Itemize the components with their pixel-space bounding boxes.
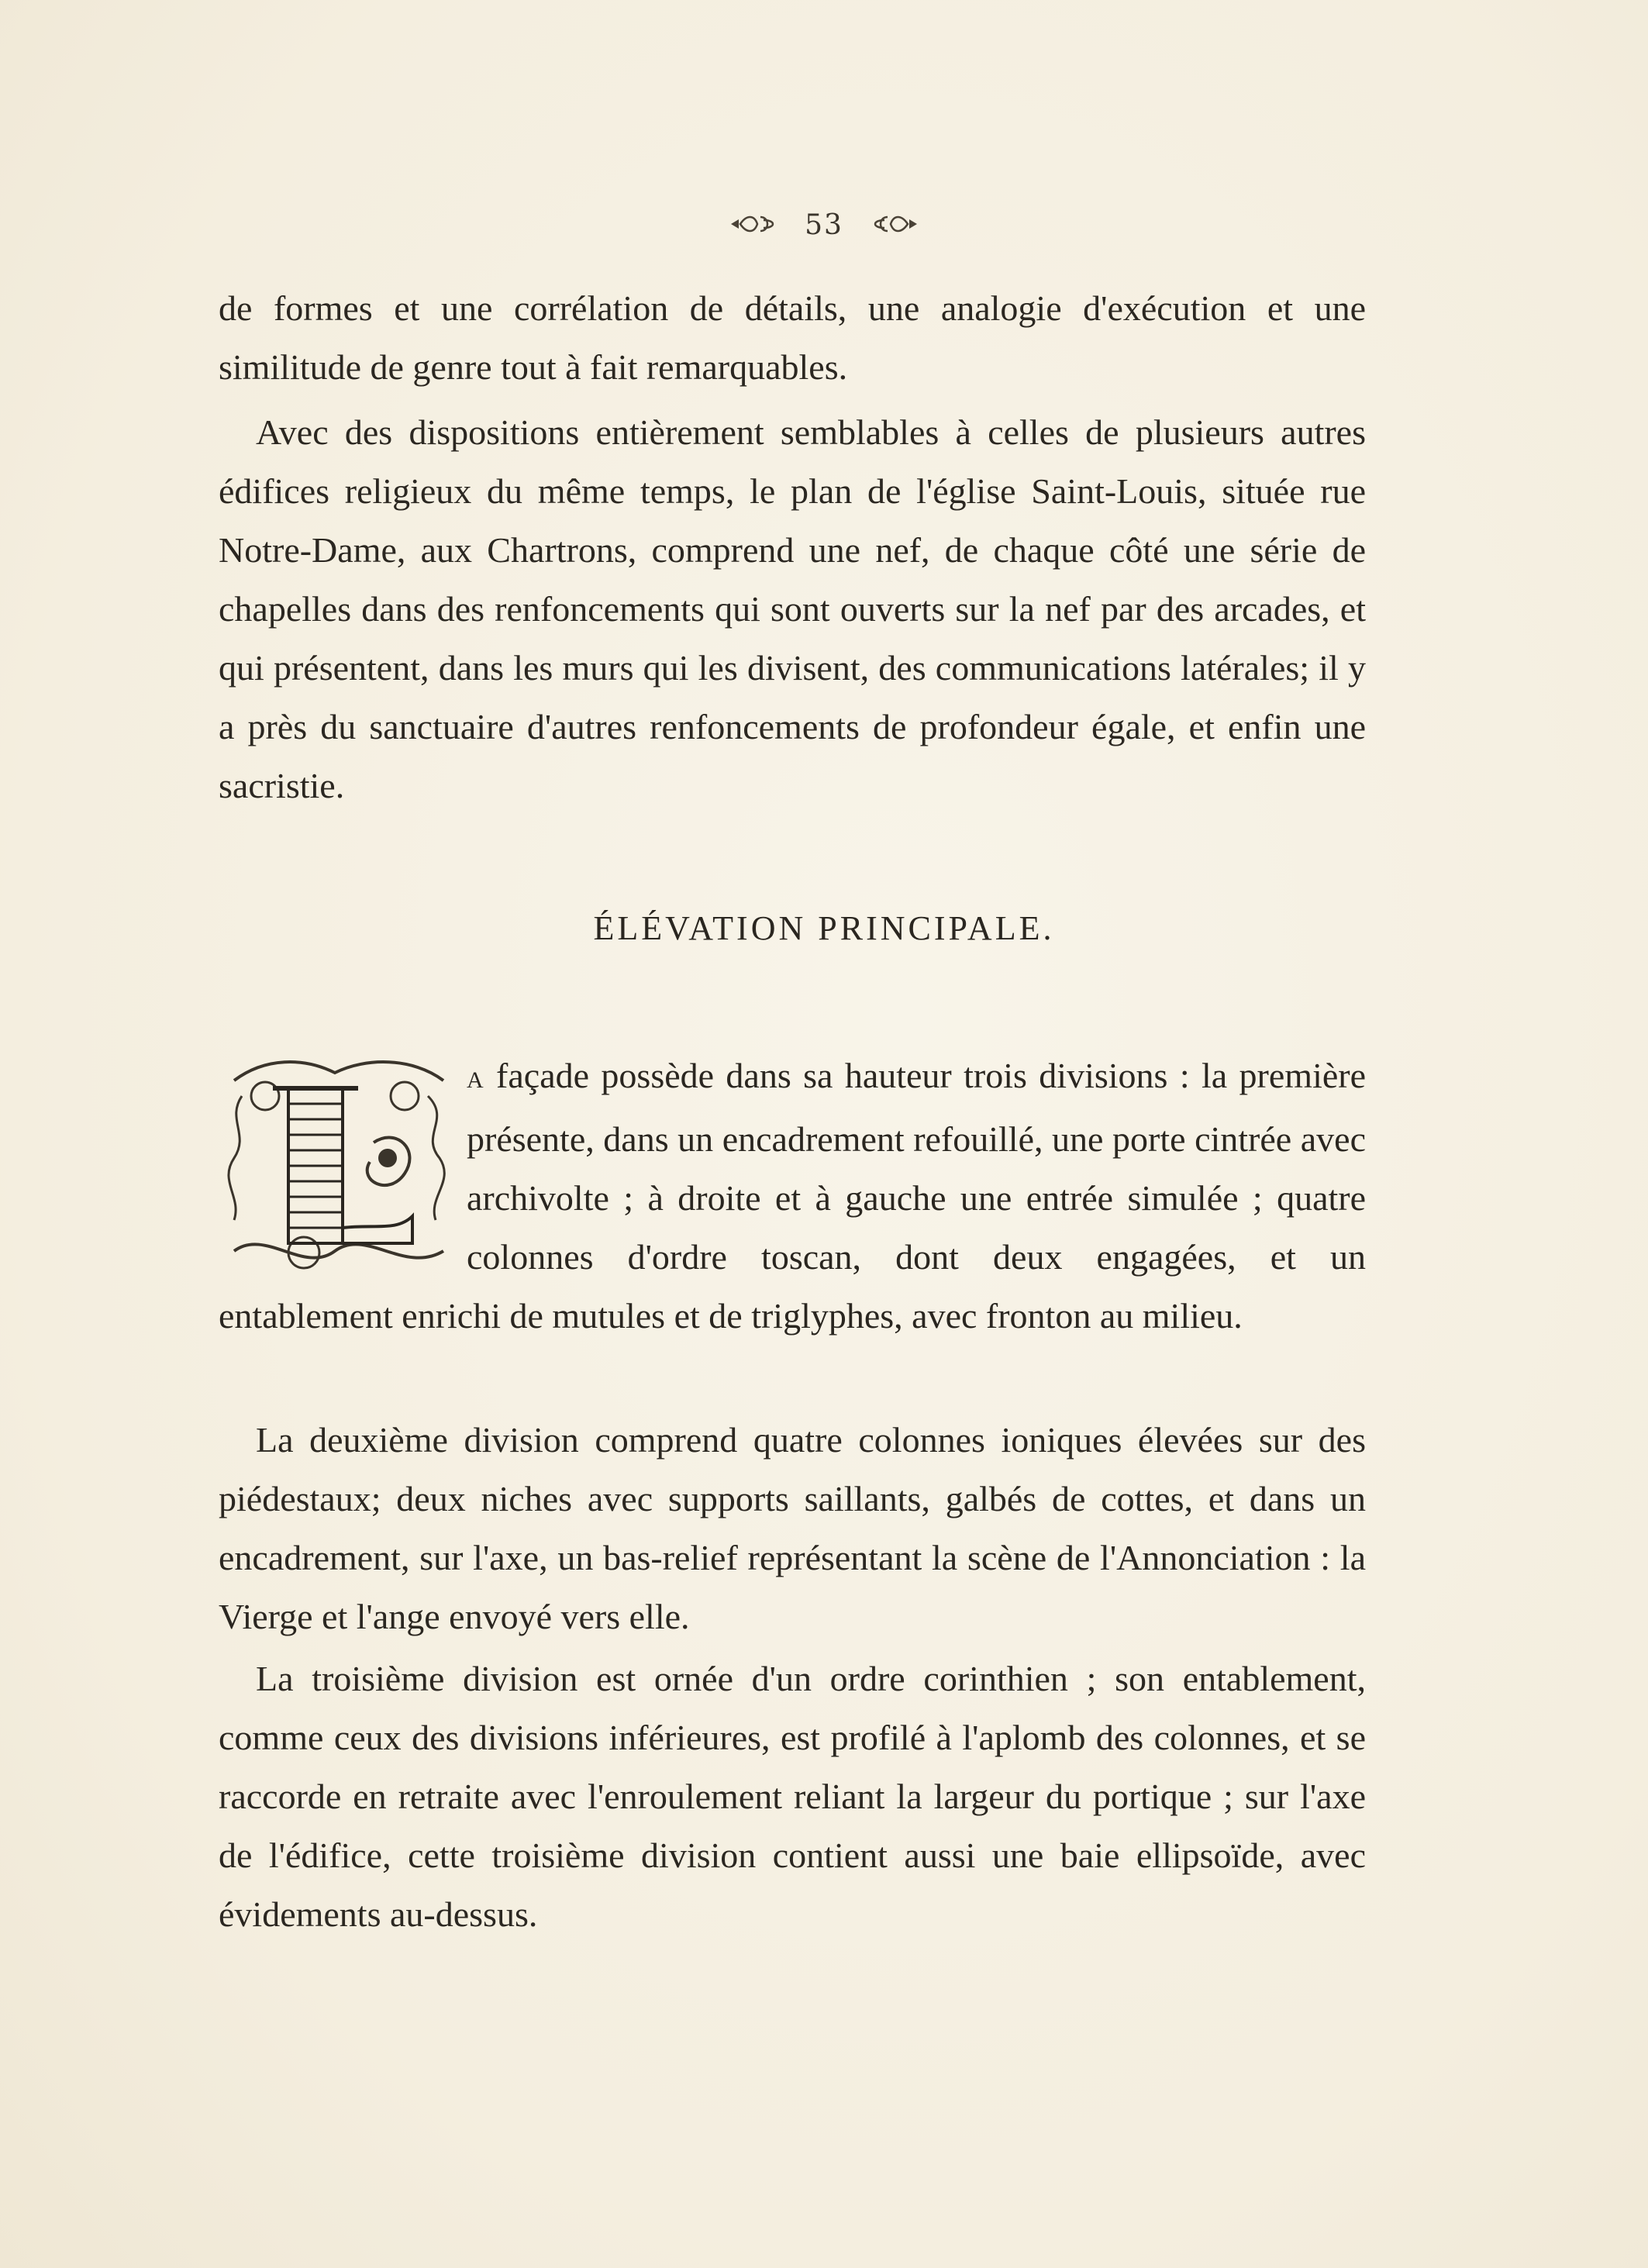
right-fleuron-icon — [864, 212, 919, 242]
paragraph-text: Avec des dispositions entièrement semblables à celles de plusieurs autres édifices religieux du même temps, le plan de l'église Saint-Louis, située rue Notre-Dame, aux Chartrons, comprend une nef, de chaque côté une série de chapelles dans des renfoncements qui sont ouverts sur la nef par des arcades, et qui présentent, dans les murs qui les divisent, des communications latérales; il y a près du sanctuaire d'autres renfoncements de profondeur égale, et enfin une sacristie. — [219, 412, 1366, 805]
paragraph-third-division — [219, 1649, 1366, 1944]
running-header — [0, 209, 1648, 242]
paragraph-plan — [219, 403, 1366, 815]
left-fleuron-icon — [729, 212, 784, 242]
section-heading: ÉLÉVATION PRINCIPALE. — [593, 909, 1055, 947]
paragraph-body: façade possède dans sa hauteur trois divisions : la première présente, dans un encadrement refouillé, une porte cintrée avec archivolte ; à droite et à gauche une entrée simulée ; quatre colonnes d'ordre toscan, dont deux engagées, et un entablement enrichi de mutules et de triglyphes, avec fronton au milieu. — [219, 1056, 1366, 1336]
page-number: 53 — [805, 209, 843, 241]
decorated-initial-l-icon — [219, 1050, 451, 1282]
paragraph-second-division — [219, 1411, 1366, 1646]
paragraph-text: La deuxième division comprend quatre colonnes ioniques élevées sur des piédestaux; deux niches avec supports saillants, galbés de cottes, et dans un encadrement, sur l'axe, un bas-relief représentant la scène de l'Annonciation : la Vierge et l'ange envoyé vers elle. — [219, 1420, 1366, 1636]
paragraph-text: de formes et une corrélation de détails, une analogie d'exécution et une similitude de genre tout à fait remarquables. — [219, 288, 1366, 387]
small-capital: A — [467, 1067, 484, 1093]
paragraph-text: La troisième division est ornée d'un ordre corinthien ; son entablement, comme ceux des divisions inférieures, est profilé à l'aplomb des colonnes, et se raccorde en retraite avec l'enroulement reliant la largeur du portique ; sur l'axe de l'édifice, cette troisième division contient aussi une baie ellipsoïde, avec évidements au-dessus. — [219, 1659, 1366, 1934]
paragraph-continuation — [219, 279, 1366, 397]
paragraph-facade — [219, 1046, 1366, 1346]
